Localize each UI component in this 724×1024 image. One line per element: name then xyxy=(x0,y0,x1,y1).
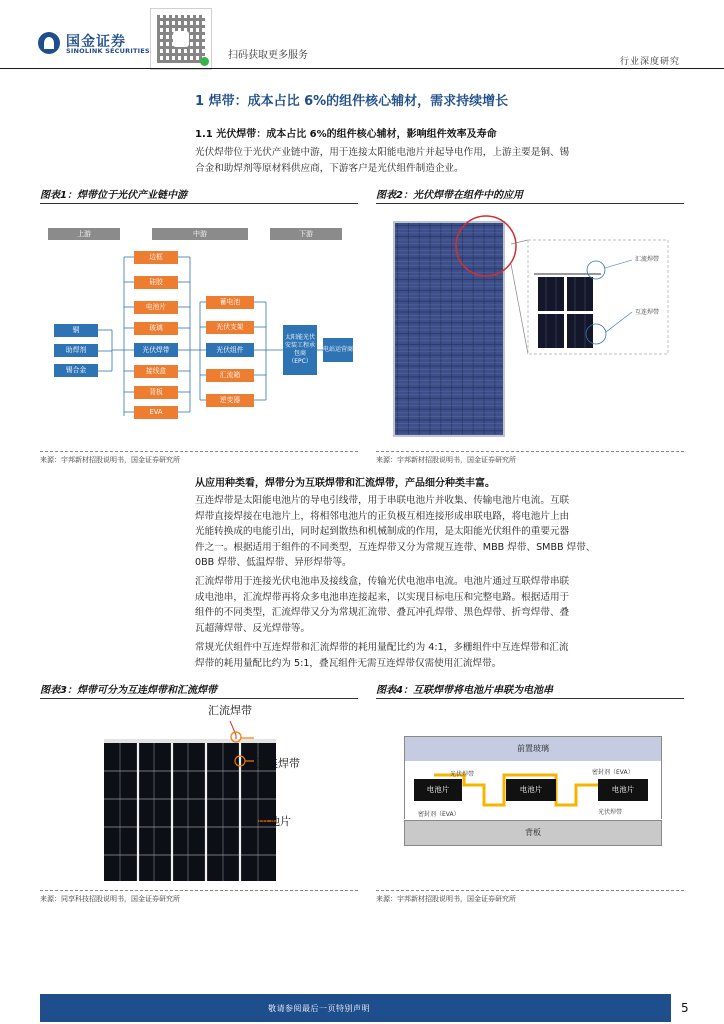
fig1-title: 图表1：焊带位于光伏产业链中游 xyxy=(40,190,187,201)
fig4-source: 来源：宇邦新材招股说明书，国金证券研究所 xyxy=(376,895,516,903)
fig4-source-rule xyxy=(376,890,684,891)
fig2-label-interconnect-ribbon: 互连焊带 xyxy=(635,309,660,316)
fig1-source: 来源：宇邦新材招股说明书，国金证券研究所 xyxy=(40,456,180,464)
node-flux: 助焊剂 xyxy=(54,344,98,357)
stage-header-downstream: 下游 xyxy=(270,228,342,240)
intro-paragraph: 光伏焊带位于光伏产业链中游，用于连接太阳能电池片并起导电作用，上游主要是铜、锡 合金和助焊剂等原材料供应商，下游客户是光伏组件制造企业。 xyxy=(195,147,570,174)
fig2-title: 图表2：光伏焊带在组件中的应用 xyxy=(376,190,523,201)
fig2-source-rule xyxy=(376,451,684,452)
solar-cell-2: 电池片 xyxy=(506,779,556,801)
logo-english-name: SINOLINK SECURITIES xyxy=(66,47,150,55)
fig4-title: 图表4：互联焊带将电池片串联为电池串 xyxy=(376,685,553,696)
node-tin-alloy: 锡合金 xyxy=(54,364,98,377)
ribbon-label-top: 光伏焊带 xyxy=(450,771,475,778)
node-battery: 蓄电池 xyxy=(206,296,254,309)
node-pv-ribbon: 光伏焊带 xyxy=(134,343,178,357)
node-pv-bracket: 光伏支架 xyxy=(206,321,254,334)
ribbon-types-heading: 从应用种类看，焊带分为互联焊带和汇流焊带，产品细分种类丰富。 xyxy=(195,478,495,489)
fig3-source: 来源：同享科技招股说明书，国金证券研究所 xyxy=(40,895,180,903)
front-glass-layer: 前置玻璃 xyxy=(404,736,662,762)
node-frame: 边框 xyxy=(134,251,178,264)
fig1-source-rule xyxy=(40,451,358,452)
ratio-paragraph: 常规光伏组件中互连焊带和汇流焊带的耗用量配比约为 4:1，多栅组件中互连焊带和汇流 焊带的耗用量配比约为 5:1，叠瓦组件无需互连焊带仅需使用汇流焊带。 xyxy=(195,642,569,669)
node-junction-box: 接线盒 xyxy=(134,365,178,378)
ribbon-label-bottom: 光伏焊带 xyxy=(598,809,623,816)
node-epc: 太阳能光伏安装工程承包商（EPC） xyxy=(283,325,317,375)
fig1-flowchart xyxy=(40,204,358,444)
node-plant-operator: 电站运营商 xyxy=(323,338,353,362)
stage-header-upstream: 上游 xyxy=(48,228,120,240)
solar-cell-3: 电池片 xyxy=(598,779,648,801)
fig4-cross-section xyxy=(376,699,684,884)
node-pv-module: 光伏组件 xyxy=(206,343,254,357)
sinolink-logo-icon xyxy=(38,32,60,54)
header-divider xyxy=(0,68,724,69)
fig2-module-image xyxy=(376,204,684,444)
logo-chinese-name: 国金证券 xyxy=(66,34,126,50)
report-type: 行业深度研究 xyxy=(620,57,681,67)
node-copper: 铜 xyxy=(54,324,98,337)
stage-header-midstream: 中游 xyxy=(152,228,248,240)
backsheet-layer: 背板 xyxy=(404,820,662,846)
fig2-label-bus-ribbon: 汇流焊带 xyxy=(635,256,660,263)
fig3-title: 图表3：焊带可分为互连焊带和汇流焊带 xyxy=(40,685,217,696)
subsection-heading: 1.1 光伏焊带：成本占比 6%的组件核心辅材，影响组件效率及寿命 xyxy=(195,129,497,140)
eva-label-top: 密封剂（EVA） xyxy=(592,769,634,776)
fig2-source: 来源：宇邦新材招股说明书，国金证券研究所 xyxy=(376,456,516,464)
section-heading: 1 焊带：成本占比 6%的组件核心辅材，需求持续增长 xyxy=(195,94,509,109)
interconnect-ribbon-paragraph: 互连焊带是太阳能电池片的导电引线带，用于串联电池片并收集、传输电池片电流。互联 焊带直接焊接在电池片上，将相邻电池片的正负极互相连接形成串联电路，将电池片上由 光能转换成的电能引出，同时起到散热和机械制成的作用，是太阳能光伏组件的重要元器 件之一。根据适用于组件的不同类型，互连焊带又分为常规互连带、MBB 焊带、SMBB 焊带、 0BB 焊带、低温焊带、异形焊带等。 xyxy=(195,495,596,569)
node-eva: EVA xyxy=(134,406,178,419)
node-glass: 玻璃 xyxy=(134,322,178,335)
bus-ribbon-paragraph: 汇流焊带用于连接光伏电池串及接线盒，传输光伏电池串电流。电池片通过互联焊带串联 成电池串，汇流焊带再将众多电池串连接起来，以实现目标电压和完整电路。根据适用于 组件的不同类型，汇流焊带又分为常规汇流带、叠瓦冲孔焊带、黑色焊带、折弯焊带、叠 瓦超薄焊带、反光焊带等。 xyxy=(195,576,570,634)
fig3-source-rule xyxy=(40,890,358,891)
fig3-label-interconnect-ribbon: 互连焊带 xyxy=(256,757,300,770)
fig3-label-cell: 电池片 xyxy=(258,815,291,828)
page-number: 5 xyxy=(681,1001,689,1015)
node-combiner-box: 汇流箱 xyxy=(206,369,254,382)
pv-module-illustration xyxy=(376,204,684,444)
fig3-image xyxy=(40,699,358,884)
disclaimer-note: 敬请参阅最后一页特别声明 xyxy=(268,1004,370,1013)
scan-prompt: 扫码获取更多服务 xyxy=(228,50,308,61)
eva-label-bottom: 密封剂（EVA） xyxy=(418,811,460,818)
qr-code-icon[interactable] xyxy=(150,8,212,70)
solar-cell-1: 电池片 xyxy=(414,779,462,801)
node-backsheet: 背板 xyxy=(134,386,178,399)
node-inverter: 逆变器 xyxy=(206,394,254,407)
node-cell: 电池片 xyxy=(134,301,178,314)
cell-string-illustration xyxy=(40,699,358,884)
fig3-label-bus-ribbon: 汇流焊带 xyxy=(208,704,252,717)
node-silicone: 硅胶 xyxy=(134,276,178,289)
